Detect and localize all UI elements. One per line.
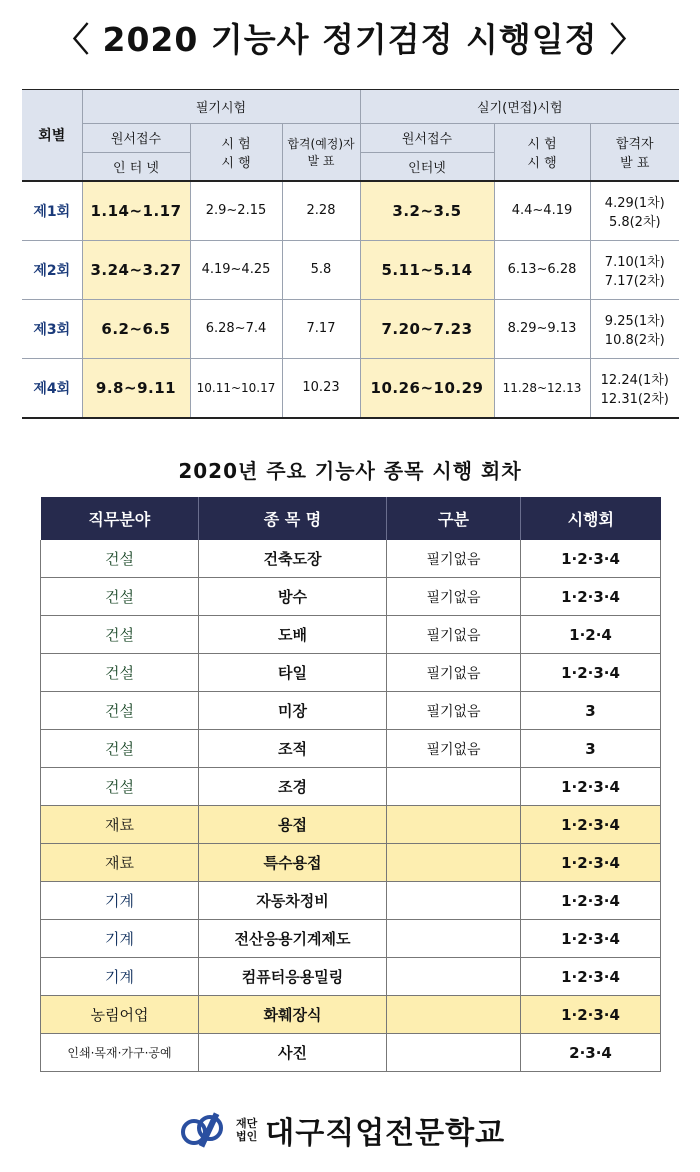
practical-pass-header	[590, 123, 679, 181]
subject-field: 건설	[41, 654, 199, 692]
written-exam: 10.11~10.17	[190, 358, 282, 417]
subject-type	[387, 920, 521, 958]
schedule-row	[22, 358, 679, 417]
written-apply: 1.14~1.17	[82, 181, 190, 240]
written-exam: 6.28~7.4	[190, 299, 282, 358]
header-type: 구분	[387, 497, 521, 540]
subject-field: 건설	[41, 692, 199, 730]
subject-field: 기계	[41, 882, 199, 920]
written-apply-header: 원서접수	[82, 123, 190, 152]
subject-type	[387, 996, 521, 1034]
subject-row	[41, 1034, 661, 1072]
subject-field: 인쇄·목재·가구·공예	[41, 1034, 199, 1072]
practical-pass-1: 9.25(1차)	[604, 313, 665, 329]
subject-rounds: 1·2·3·4	[521, 540, 661, 578]
subject-field: 건설	[41, 578, 199, 616]
subject-name: 건축도장	[199, 540, 387, 578]
subject-type: 필기없음	[387, 540, 521, 578]
subject-type: 필기없음	[387, 730, 521, 768]
subject-name: 사진	[199, 1034, 387, 1072]
subject-row	[41, 540, 661, 578]
subject-field: 건설	[41, 540, 199, 578]
corp-label-line2: 법인	[236, 1130, 258, 1143]
practical-apply-subheader: 인터넷	[360, 152, 494, 181]
subject-rounds: 1·2·3·4	[521, 996, 661, 1034]
schedule-table	[22, 90, 679, 417]
written-pass-header	[282, 123, 360, 181]
practical-apply: 7.20~7.23	[360, 299, 494, 358]
schedule-row	[22, 181, 679, 240]
subject-name: 도배	[199, 616, 387, 654]
header-name: 종 목 명	[199, 497, 387, 540]
practical-pass-2: 7.17(2차)	[604, 273, 665, 289]
subjects-title: 2020년 주요 기능사 종목 시행 회차	[178, 459, 522, 483]
school-name: 대구직업전문학교	[265, 1116, 506, 1151]
practical-pass-1: 12.24(1차)	[600, 372, 669, 388]
subjects-table	[40, 497, 661, 1072]
practical-apply-header: 원서접수	[360, 123, 494, 152]
round-label: 제4회	[22, 358, 82, 417]
subject-row	[41, 654, 661, 692]
written-exam: 2.9~2.15	[190, 181, 282, 240]
subject-rounds: 2·3·4	[521, 1034, 661, 1072]
subject-rounds: 1·2·3·4	[521, 654, 661, 692]
subject-row	[41, 806, 661, 844]
subject-type	[387, 806, 521, 844]
subject-row	[41, 692, 661, 730]
subject-rounds: 3	[521, 692, 661, 730]
subject-rounds: 1·2·4	[521, 616, 661, 654]
subject-field: 농림어업	[41, 996, 199, 1034]
subject-type: 필기없음	[387, 692, 521, 730]
subject-row	[41, 882, 661, 920]
subject-field: 건설	[41, 730, 199, 768]
subject-field: 재료	[41, 844, 199, 882]
subject-type: 필기없음	[387, 578, 521, 616]
practical-apply: 3.2~3.5	[360, 181, 494, 240]
subject-rounds: 1·2·3·4	[521, 578, 661, 616]
subject-type	[387, 958, 521, 996]
subject-name: 컴퓨터응용밀링	[199, 958, 387, 996]
corp-label	[236, 1117, 257, 1143]
practical-pass	[590, 299, 679, 358]
practical-pass-header-line1: 합격자	[615, 136, 654, 152]
practical-pass-2: 10.8(2차)	[604, 332, 665, 348]
subject-type: 필기없음	[387, 654, 521, 692]
practical-apply: 10.26~10.29	[360, 358, 494, 417]
subjects-header-row	[41, 497, 661, 540]
corp-label-line1: 재단	[236, 1117, 258, 1130]
practical-pass-1: 7.10(1차)	[604, 254, 665, 270]
practical-pass	[590, 240, 679, 299]
practical-exam-header-line2: 시 행	[527, 155, 557, 171]
written-pass-header-line2: 발 표	[307, 153, 335, 168]
subject-row	[41, 958, 661, 996]
subject-row	[41, 578, 661, 616]
subject-field: 건설	[41, 616, 199, 654]
written-pass: 7.17	[282, 299, 360, 358]
written-apply: 6.2~6.5	[82, 299, 190, 358]
subject-rounds: 1·2·3·4	[521, 882, 661, 920]
footer	[180, 1108, 505, 1152]
subject-rounds: 1·2·3·4	[521, 844, 661, 882]
practical-pass	[590, 358, 679, 417]
subject-row	[41, 768, 661, 806]
subject-name: 조경	[199, 768, 387, 806]
schedule-bottom-border	[22, 417, 679, 419]
subject-row	[41, 844, 661, 882]
written-header: 필기시험	[82, 90, 360, 123]
written-exam-header-line2: 시 행	[221, 155, 251, 171]
practical-exam: 11.28~12.13	[494, 358, 590, 417]
practical-apply: 5.11~5.14	[360, 240, 494, 299]
subject-type	[387, 882, 521, 920]
written-apply-subheader: 인 터 넷	[82, 152, 190, 181]
subject-rounds: 1·2·3·4	[521, 806, 661, 844]
written-exam-header-line1: 시 험	[221, 136, 251, 152]
subject-field: 건설	[41, 768, 199, 806]
practical-exam: 8.29~9.13	[494, 299, 590, 358]
header-rounds: 시행회	[521, 497, 661, 540]
subject-type	[387, 768, 521, 806]
subject-name: 조적	[199, 730, 387, 768]
subject-name: 자동차정비	[199, 882, 387, 920]
practical-exam: 4.4~4.19	[494, 181, 590, 240]
written-pass: 5.8	[282, 240, 360, 299]
written-exam: 4.19~4.25	[190, 240, 282, 299]
subject-type: 필기없음	[387, 616, 521, 654]
subject-name: 화훼장식	[199, 996, 387, 1034]
subject-field: 기계	[41, 958, 199, 996]
subject-rounds: 3	[521, 730, 661, 768]
written-exam-header	[190, 123, 282, 181]
subject-rounds: 1·2·3·4	[521, 958, 661, 996]
written-apply: 9.8~9.11	[82, 358, 190, 417]
subject-row	[41, 920, 661, 958]
written-pass: 2.28	[282, 181, 360, 240]
round-header: 회별	[22, 90, 82, 181]
round-label: 제1회	[22, 181, 82, 240]
subject-row	[41, 616, 661, 654]
subject-rounds: 1·2·3·4	[521, 768, 661, 806]
practical-exam-header-line1: 시 험	[527, 136, 557, 152]
subject-rounds: 1·2·3·4	[521, 920, 661, 958]
subject-field: 기계	[41, 920, 199, 958]
school-logo-icon	[180, 1110, 226, 1150]
subject-type	[387, 1034, 521, 1072]
practical-pass	[590, 181, 679, 240]
page-title: 〈 2020 기능사 정기검정 시행일정 〉	[56, 20, 644, 59]
round-label: 제3회	[22, 299, 82, 358]
subject-name: 전산응용기계제도	[199, 920, 387, 958]
subject-row	[41, 996, 661, 1034]
subject-name: 타일	[199, 654, 387, 692]
subject-field: 재료	[41, 806, 199, 844]
written-apply: 3.24~3.27	[82, 240, 190, 299]
written-pass: 10.23	[282, 358, 360, 417]
schedule-row	[22, 240, 679, 299]
practical-pass-header-line2: 발 표	[620, 155, 650, 171]
practical-pass-2: 5.8(2차)	[608, 214, 661, 230]
subject-name: 미장	[199, 692, 387, 730]
practical-exam-header	[494, 123, 590, 181]
practical-header: 실기(면접)시험	[360, 90, 679, 123]
subject-row	[41, 730, 661, 768]
practical-pass-2: 12.31(2차)	[600, 391, 669, 407]
subject-name: 방수	[199, 578, 387, 616]
round-label: 제2회	[22, 240, 82, 299]
practical-exam: 6.13~6.28	[494, 240, 590, 299]
subject-type	[387, 844, 521, 882]
written-pass-header-line1: 합격(예정)자	[287, 136, 355, 151]
practical-pass-1: 4.29(1차)	[604, 195, 665, 211]
subject-name: 용접	[199, 806, 387, 844]
subject-name: 특수용접	[199, 844, 387, 882]
schedule-row	[22, 299, 679, 358]
header-field: 직무분야	[41, 497, 199, 540]
